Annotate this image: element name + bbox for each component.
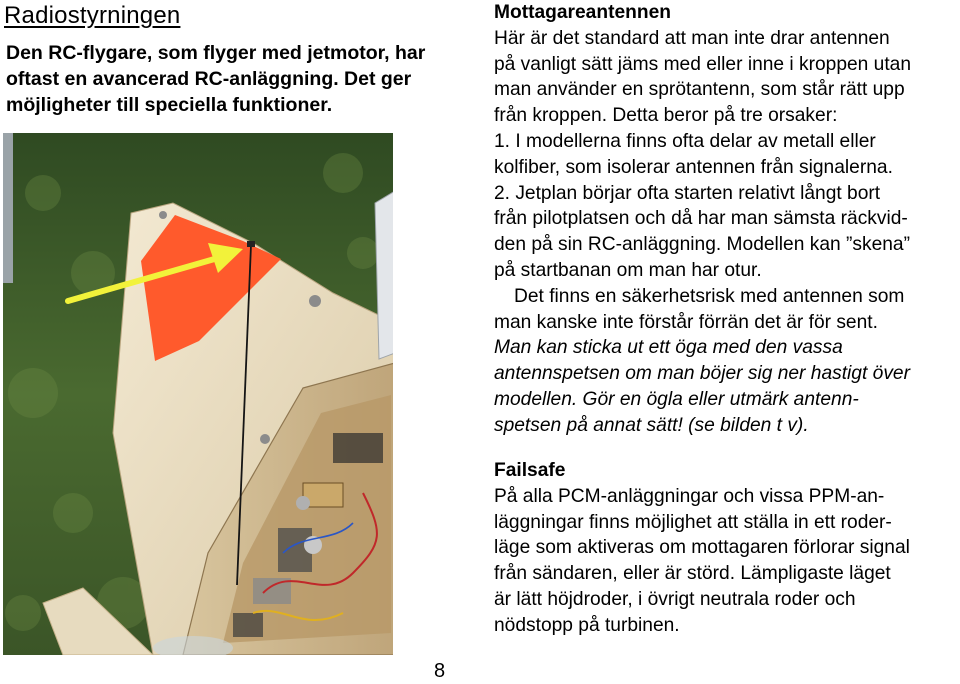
text-line: man använder en sprötantenn, som står rätt upp — [494, 79, 905, 101]
text-line: från sändaren, eller är störd. Lämpligaste läget — [494, 563, 891, 585]
italic-line: spetsen på annat sätt! (se bilden t v). — [494, 414, 809, 436]
antenna-heading: Mottagareantennen — [494, 2, 671, 23]
text-line: Det finns en säkerhetsrisk med antennen som — [514, 285, 905, 307]
jet-model-photo — [3, 133, 393, 655]
text-line: läggningar finns möjlighet att ställa in ett roder- — [494, 511, 892, 533]
text-line: är lätt höjdroder, i övrigt neutrala roder och — [494, 588, 856, 610]
italic-line: modellen. Gör en ögla eller utmärk antenn- — [494, 388, 859, 410]
text-line: kolfiber, som isolerar antennen från signalerna. — [494, 156, 893, 178]
italic-line: antennspetsen om man böjer sig ner hastigt över — [494, 363, 910, 385]
page-title: Radiostyrningen — [4, 2, 181, 29]
text-line: på startbanan om man har otur. — [494, 259, 762, 281]
text-line: nödstopp på turbinen. — [494, 614, 680, 636]
text-line: från kroppen. Detta beror på tre orsaker: — [494, 105, 838, 127]
text-line: från pilotplatsen och då har man sämsta räckvid- — [494, 208, 908, 230]
failsafe-section — [494, 458, 960, 639]
text-line: man kanske inte förstår förrän det är för sent. — [494, 311, 878, 333]
intro-text — [6, 40, 476, 118]
text-line: Här är det standard att man inte drar antennen — [494, 27, 890, 49]
antenna-section — [494, 0, 960, 439]
text-line: på vanligt sätt jäms med eller inne i kroppen utan — [494, 53, 912, 75]
italic-line: Man kan sticka ut ett öga med den vassa — [494, 337, 843, 359]
page-number: 8 — [434, 660, 446, 682]
intro-line: möjligheter till speciella funktioner. — [6, 94, 333, 116]
text-line: 1. I modellerna finns ofta delar av metall eller — [494, 130, 876, 152]
intro-line: Den RC-flygare, som flyger med jetmotor, har — [6, 42, 426, 64]
intro-line: oftast en avancerad RC-anläggning. Det ger — [6, 68, 412, 90]
text-line: På alla PCM-anläggningar och vissa PPM-an- — [494, 485, 885, 507]
failsafe-heading: Failsafe — [494, 460, 566, 481]
text-line: 2. Jetplan börjar ofta starten relativt långt bort — [494, 182, 881, 204]
text-line: läge som aktiveras om mottagaren förlorar signal — [494, 537, 910, 559]
text-line: den på sin RC-anläggning. Modellen kan ”skena” — [494, 234, 910, 256]
